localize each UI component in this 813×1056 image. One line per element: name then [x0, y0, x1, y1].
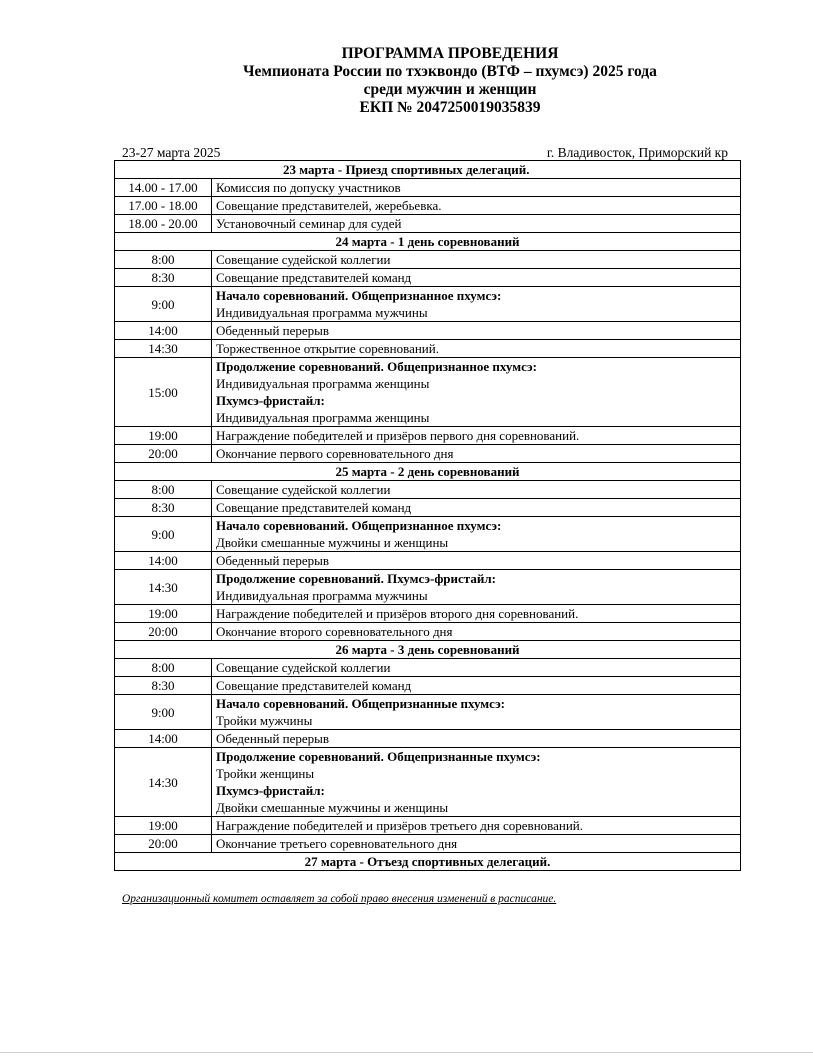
- event-detail: Двойки смешанные мужчины и женщины: [216, 800, 449, 815]
- event-cell: Окончание второго соревновательного дня: [212, 623, 741, 641]
- document-audience: среди мужчин и женщин: [363, 81, 537, 98]
- table-row: [115, 322, 741, 340]
- page-edge-divider: [0, 1052, 813, 1053]
- event-cell: [212, 358, 741, 427]
- time-cell: 8:30: [115, 269, 212, 287]
- table-row: [115, 623, 741, 641]
- time-cell: 8:00: [115, 481, 212, 499]
- time-cell: 15:00: [115, 358, 212, 427]
- time-cell: 14:00: [115, 322, 212, 340]
- event-heading: Пхумсэ-фристайл:: [216, 783, 325, 798]
- table-row: [115, 481, 741, 499]
- event-detail: Индивидуальная программа женщины: [216, 376, 430, 391]
- table-row: [115, 659, 741, 677]
- event-detail: Тройки женщины: [216, 766, 315, 781]
- table-row: [115, 570, 741, 605]
- table-row: [115, 748, 741, 817]
- event-cell: [212, 748, 741, 817]
- event-detail: Индивидуальная программа мужчины: [216, 305, 428, 320]
- event-cell: Награждение победителей и призёров третьего дня соревнований.: [212, 817, 741, 835]
- event-cell: Совещание судейской коллегии: [212, 251, 741, 269]
- table-row: [115, 251, 741, 269]
- event-heading: Продолжение соревнований. Общепризнанное пхумсэ:: [216, 359, 537, 374]
- event-cell: Обеденный перерыв: [212, 730, 741, 748]
- day-header-row: [115, 161, 741, 179]
- time-cell: 20:00: [115, 445, 212, 463]
- time-cell: 8:00: [115, 251, 212, 269]
- event-cell: [212, 570, 741, 605]
- table-row: [115, 215, 741, 233]
- time-cell: 9:00: [115, 695, 212, 730]
- time-cell: 8:30: [115, 499, 212, 517]
- event-location: г. Владивосток, Приморский кр: [546, 145, 728, 160]
- time-cell: 19:00: [115, 427, 212, 445]
- event-cell: Совещание представителей, жеребьевка.: [212, 197, 741, 215]
- time-cell: 14.00 - 17.00: [115, 179, 212, 197]
- event-dates: 23-27 марта 2025: [122, 145, 221, 160]
- table-row: [115, 427, 741, 445]
- table-row: [115, 695, 741, 730]
- table-row: [115, 445, 741, 463]
- ekp-number: ЕКП № 2047250019035839: [359, 99, 541, 116]
- event-heading: Продолжение соревнований. Общепризнанные пхумсэ:: [216, 749, 541, 764]
- event-cell: Совещание судейской коллегии: [212, 659, 741, 677]
- table-row: [115, 730, 741, 748]
- day-header-row: [115, 233, 741, 251]
- time-cell: 14:30: [115, 340, 212, 358]
- table-row: [115, 517, 741, 552]
- event-cell: Совещание представителей команд: [212, 269, 741, 287]
- event-cell: Окончание третьего соревновательного дня: [212, 835, 741, 853]
- day-header-row: [115, 853, 741, 871]
- table-row: [115, 197, 741, 215]
- event-detail: Индивидуальная программа мужчины: [216, 588, 428, 603]
- event-heading: Начало соревнований. Общепризнанное пхумсэ:: [216, 288, 502, 303]
- event-heading: Продолжение соревнований. Пхумсэ-фристайл:: [216, 571, 496, 586]
- time-cell: 9:00: [115, 287, 212, 322]
- time-cell: 8:00: [115, 659, 212, 677]
- event-heading: Начало соревнований. Общепризнанные пхумсэ:: [216, 696, 506, 711]
- event-heading: Пхумсэ-фристайл:: [216, 393, 325, 408]
- time-cell: 20:00: [115, 835, 212, 853]
- event-cell: Комиссия по допуску участников: [212, 179, 741, 197]
- day-header: 26 марта - 3 день соревнований: [115, 641, 741, 659]
- table-row: [115, 358, 741, 427]
- day-header-row: [115, 641, 741, 659]
- schedule-table: [114, 160, 741, 871]
- document-subtitle: Чемпионата России по тхэквондо (ВТФ – пхумсэ) 2025 года: [243, 63, 657, 80]
- event-cell: Совещание представителей команд: [212, 499, 741, 517]
- event-detail: Тройки мужчины: [216, 713, 313, 728]
- day-header-row: [115, 463, 741, 481]
- table-row: [115, 835, 741, 853]
- event-cell: Обеденный перерыв: [212, 322, 741, 340]
- event-cell: Совещание представителей команд: [212, 677, 741, 695]
- time-cell: 14:00: [115, 552, 212, 570]
- event-cell: Награждение победителей и призёров первого дня соревнований.: [212, 427, 741, 445]
- day-header: 24 марта - 1 день соревнований: [115, 233, 741, 251]
- event-cell: Совещание судейской коллегии: [212, 481, 741, 499]
- time-cell: 18.00 - 20.00: [115, 215, 212, 233]
- event-cell: [212, 517, 741, 552]
- event-cell: Торжественное открытие соревнований.: [212, 340, 741, 358]
- event-cell: [212, 287, 741, 322]
- table-row: [115, 499, 741, 517]
- time-cell: 8:30: [115, 677, 212, 695]
- document-header: [0, 45, 813, 117]
- event-cell: Установочный семинар для судей: [212, 215, 741, 233]
- time-cell: 19:00: [115, 817, 212, 835]
- table-row: [115, 269, 741, 287]
- time-cell: 20:00: [115, 623, 212, 641]
- table-row: [115, 552, 741, 570]
- day-header: 23 марта - Приезд спортивных делегаций.: [115, 161, 741, 179]
- event-detail: Двойки смешанные мужчины и женщины: [216, 535, 449, 550]
- table-row: [115, 340, 741, 358]
- time-cell: 9:00: [115, 517, 212, 552]
- table-row: [115, 817, 741, 835]
- table-row: [115, 677, 741, 695]
- table-row: [115, 605, 741, 623]
- footer-note: Организационный комитет оставляет за собой право внесения изменений в расписание.: [122, 893, 557, 905]
- table-row: [115, 179, 741, 197]
- day-header: 25 марта - 2 день соревнований: [115, 463, 741, 481]
- time-cell: 14:30: [115, 748, 212, 817]
- event-heading: Начало соревнований. Общепризнанное пхумсэ:: [216, 518, 502, 533]
- event-cell: [212, 695, 741, 730]
- document-title: ПРОГРАММА ПРОВЕДЕНИЯ: [341, 45, 559, 62]
- event-cell: Окончание первого соревновательного дня: [212, 445, 741, 463]
- event-cell: Обеденный перерыв: [212, 552, 741, 570]
- table-row: [115, 287, 741, 322]
- event-detail: Индивидуальная программа женщины: [216, 410, 430, 425]
- time-cell: 19:00: [115, 605, 212, 623]
- event-cell: Награждение победителей и призёров второго дня соревнований.: [212, 605, 741, 623]
- time-cell: 14:30: [115, 570, 212, 605]
- time-cell: 14:00: [115, 730, 212, 748]
- day-header: 27 марта - Отъезд спортивных делегаций.: [115, 853, 741, 871]
- time-cell: 17.00 - 18.00: [115, 197, 212, 215]
